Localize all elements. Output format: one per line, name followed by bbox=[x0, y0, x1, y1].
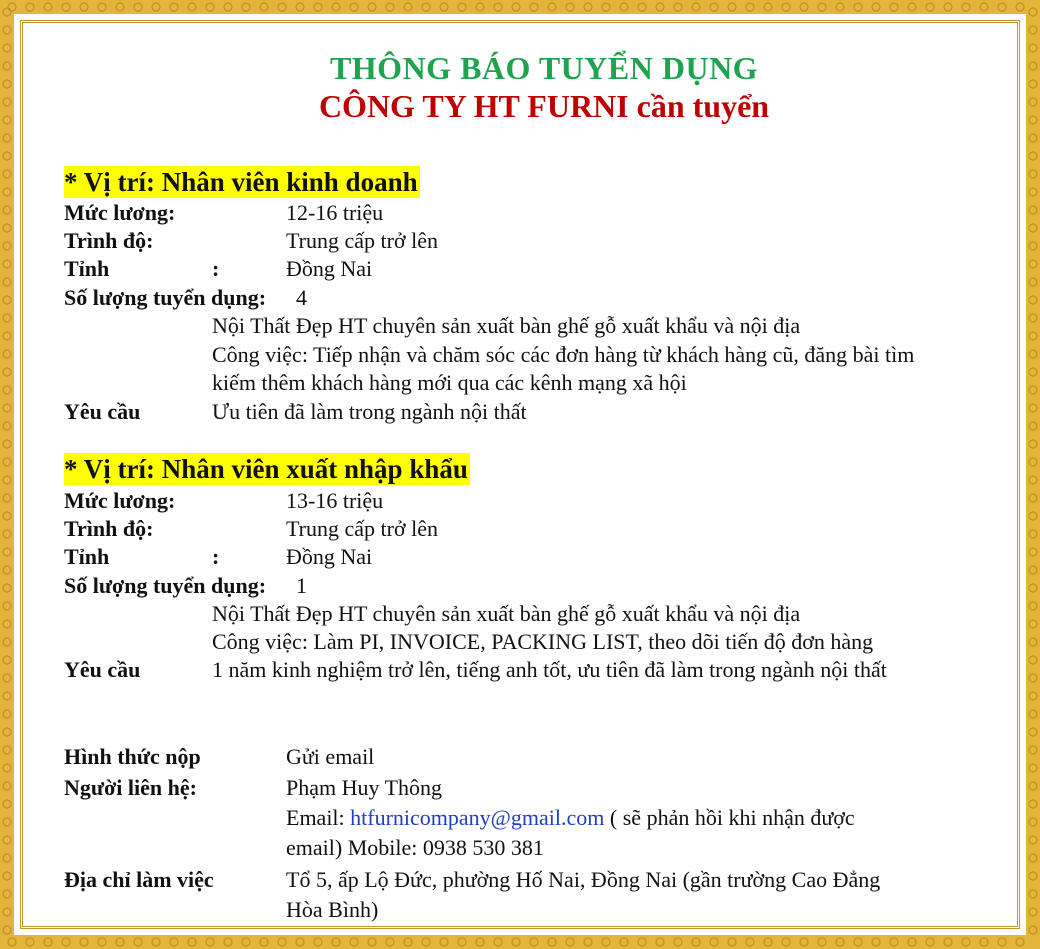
job2-province-label: Tỉnh bbox=[64, 544, 110, 569]
address-label: Địa chỉ làm việc bbox=[64, 867, 214, 892]
apply-method-value: Gửi email bbox=[286, 744, 375, 769]
job1-level-label: Trình độ: bbox=[64, 228, 154, 253]
job1-province-colon: : bbox=[212, 256, 220, 281]
contact-person-label: Người liên hệ: bbox=[64, 775, 197, 800]
job2-req-label: Yêu cầu bbox=[64, 657, 141, 682]
contact-mobile-line: email) Mobile: 0938 530 381 bbox=[286, 835, 544, 860]
job2-salary-label: Mức lương: bbox=[64, 488, 176, 513]
job1-salary-label: Mức lương: bbox=[64, 200, 176, 225]
contact-email-line bbox=[286, 804, 855, 832]
job2-province-colon: : bbox=[212, 544, 220, 569]
address-line1: Tổ 5, ấp Lộ Đức, phường Hố Nai, Đồng Nai (gần trường Cao Đẳng bbox=[286, 867, 881, 892]
job1-desc-line3: kiếm thêm khách hàng mới qua các kênh mạng xã hội bbox=[212, 370, 687, 395]
job1-level-value: Trung cấp trở lên bbox=[286, 228, 438, 253]
address-line2: Hòa Bình) bbox=[286, 897, 379, 922]
apply-method-label: Hình thức nộp bbox=[64, 744, 201, 769]
contact-person-value: Phạm Huy Thông bbox=[286, 775, 443, 800]
email-link[interactable]: htfurnicompany@gmail.com bbox=[350, 805, 605, 830]
job2-position-heading: * Vị trí: Nhân viên xuất nhập khẩu bbox=[64, 454, 468, 484]
job1-desc-line1: Nội Thất Đẹp HT chuyên sản xuất bàn ghế gỗ xuất khẩu và nội địa bbox=[212, 313, 801, 338]
job2-level-value: Trung cấp trở lên bbox=[286, 516, 438, 541]
job1-province-value: Đồng Nai bbox=[286, 256, 373, 281]
page-title: THÔNG BÁO TUYỂN DỤNG bbox=[329, 50, 759, 86]
email-suffix: ( sẽ phản hồi khi nhận được bbox=[604, 805, 855, 830]
job1-req-value: Ưu tiên đã làm trong ngành nội thất bbox=[212, 399, 527, 424]
job1-qty-value: 4 bbox=[296, 285, 307, 310]
job2-level-label: Trình độ: bbox=[64, 516, 154, 541]
job2-salary-value: 13-16 triệu bbox=[286, 488, 384, 513]
job1-position-heading: * Vị trí: Nhân viên kinh doanh bbox=[64, 167, 418, 197]
email-prefix: Email: bbox=[286, 805, 351, 830]
job1-req-label: Yêu cầu bbox=[64, 399, 141, 424]
job2-province-value: Đồng Nai bbox=[286, 544, 373, 569]
job2-desc-line2: Công việc: Làm PI, INVOICE, PACKING LIST, theo dõi tiến độ đơn hàng bbox=[212, 629, 874, 654]
job2-req-value: 1 năm kinh nghiệm trở lên, tiếng anh tốt, ưu tiên đã làm trong ngành nội thất bbox=[212, 657, 887, 682]
job2-qty-value: 1 bbox=[296, 573, 307, 598]
company-subtitle: CÔNG TY HT FURNI cần tuyển bbox=[318, 88, 770, 124]
job2-qty-label: Số lượng tuyển dụng: bbox=[64, 573, 267, 598]
job1-desc-line2: Công việc: Tiếp nhận và chăm sóc các đơn hàng từ khách hàng cũ, đăng bài tìm bbox=[212, 342, 915, 367]
job1-province-label: Tỉnh bbox=[64, 256, 110, 281]
job1-qty-label: Số lượng tuyển dụng: bbox=[64, 285, 267, 310]
job2-desc-line1: Nội Thất Đẹp HT chuyên sản xuất bàn ghế gỗ xuất khẩu và nội địa bbox=[212, 601, 801, 626]
job1-salary-value: 12-16 triệu bbox=[286, 200, 384, 225]
